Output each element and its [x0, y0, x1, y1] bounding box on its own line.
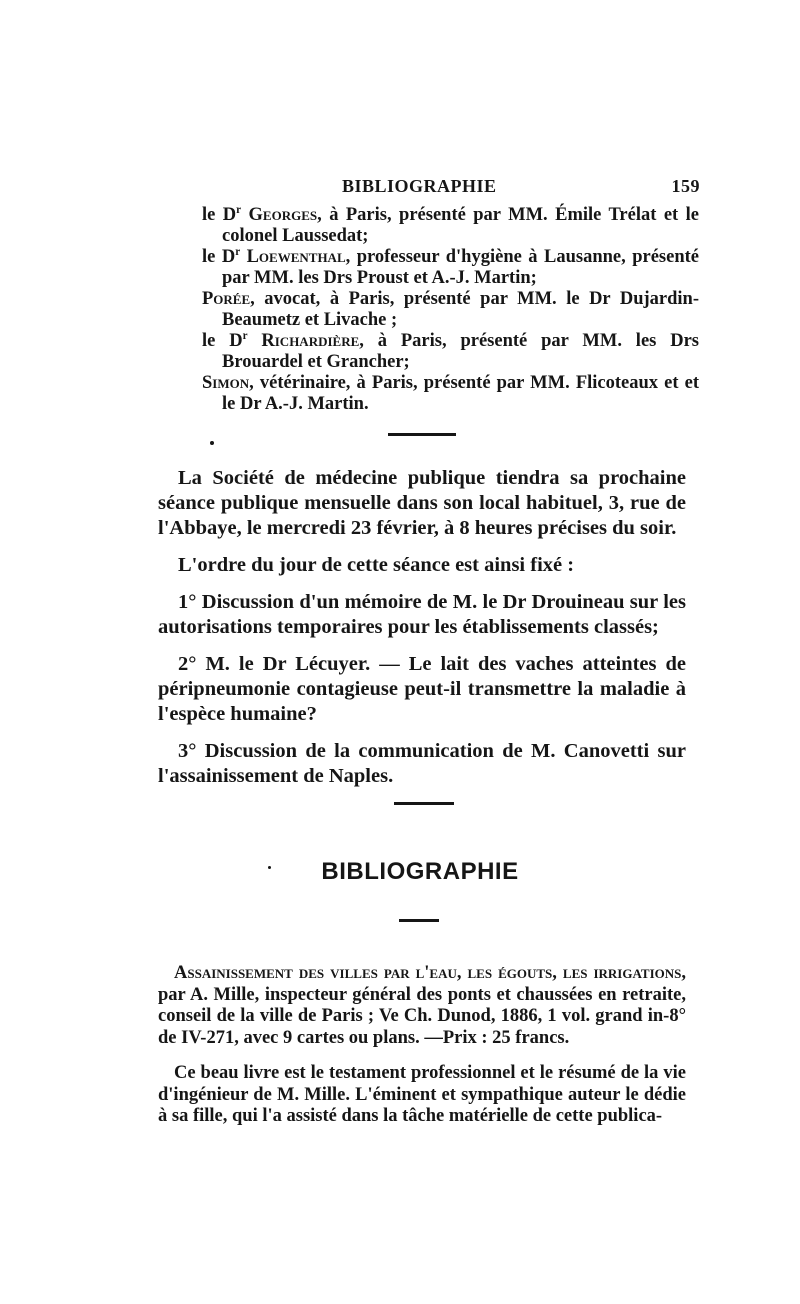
list-item: le $D^r$ Georges, à Paris, présenté par MM. Émile Trélat et le colonel Laussedat;	[202, 203, 700, 246]
announcement-paragraph: La Société de médecine publique tiendra sa prochaine séance publique mensuelle dans son local habituel, 3, rue de l'Abbaye, le mercredi 23 février, à 8 heures précises du soir.	[158, 467, 686, 539]
list-item: Simon, vétérinaire, à Paris, présenté par MM. Flicoteaux et et le Dr A.-J. Martin.	[202, 373, 699, 414]
member-list	[202, 205, 699, 415]
list-item: le $D^r$ Richardière, à Paris, présenté par MM. les Drs Brouardel et Grancher;	[202, 329, 699, 372]
meeting-announcement	[158, 466, 686, 801]
separator-rule	[399, 919, 439, 922]
member-name: Loewenthal	[246, 247, 346, 267]
agenda-item: 2° M. le Dr Lécuyer. — Le lait des vaches atteintes de péripneumonie contagieuse peut-il transmettre la maladie à l'espèce humaine?	[158, 653, 686, 725]
member-name: Porée	[202, 289, 251, 309]
citation: Assainissement des villes par l'eau, les égouts, les irrigations, par A. Mille, inspecteur général des ponts et chaussées en retraite, conseil de la ville de Paris ; Ve Ch. Dunod, 1886, 1 vol. grand in-8° de IV-271, avec 9 cartes ou plans. —Prix : 25 francs.	[158, 963, 686, 1048]
agenda-item: 1° Discussion d'un mémoire de M. le Dr Drouineau sur les autorisations temporaires pour les établissements classés;	[158, 591, 686, 638]
separator-rule	[394, 802, 454, 805]
agenda-intro: L'ordre du jour de cette séance est ainsi fixé :	[178, 554, 575, 576]
ink-speck	[210, 441, 214, 445]
member-name: Simon	[202, 373, 250, 393]
book-title: Assainissement des villes par l'eau, les égouts, les irrigations	[174, 963, 682, 983]
section-title: BIBLIOGRAPHIE	[321, 858, 519, 885]
separator-rule	[388, 433, 456, 436]
bibliography-entry	[158, 963, 686, 1142]
list-item: Porée, avocat, à Paris, présenté par MM. le Dr Dujardin-Beaumetz et Livache ;	[202, 289, 699, 330]
agenda-item: 3° Discussion de la communication de M. Canovetti sur l'assainissement de Naples.	[158, 740, 686, 787]
page-number: 159	[671, 176, 700, 196]
member-name: Richardière	[261, 331, 360, 351]
review-body: Ce beau livre est le testament professionnel et le résumé de la vie d'ingénieur de M. Mille. L'éminent et sympathique auteur le dédie à sa fille, qui l'a assisté dans la tâche matérielle de cette publica-	[158, 1063, 686, 1126]
list-item: le $D^r$ Loewenthal, professeur d'hygiène à Lausanne, présenté par MM. les Drs Proust et A.-J. Martin;	[202, 245, 699, 288]
running-title: BIBLIOGRAPHIE	[342, 176, 497, 196]
member-name: Georges	[248, 205, 318, 225]
